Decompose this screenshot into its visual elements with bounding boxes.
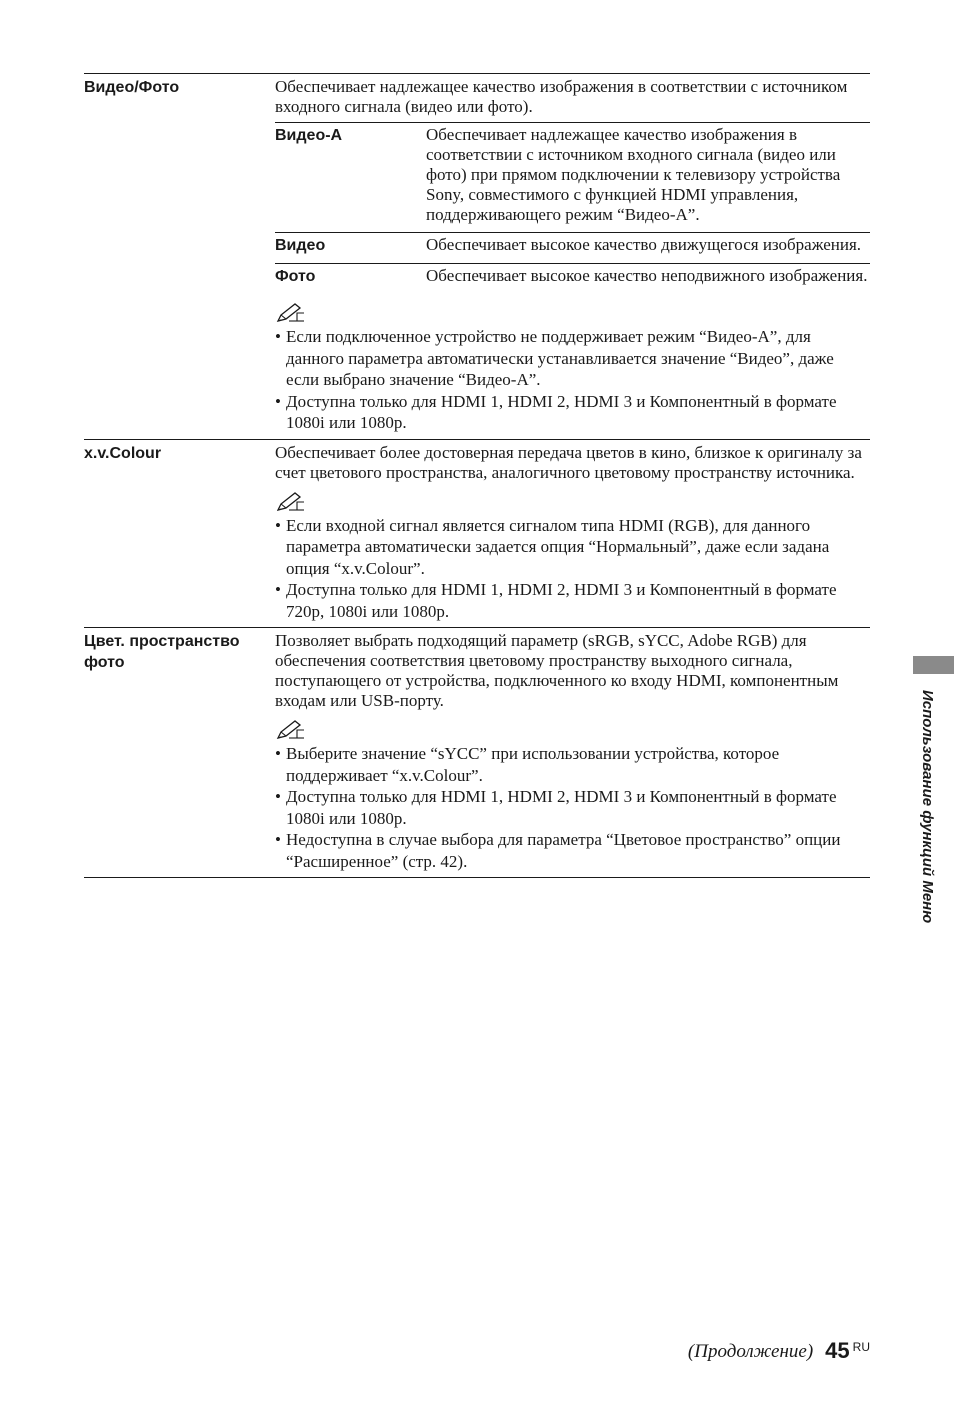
row-label: Видео/Фото bbox=[84, 79, 180, 96]
notes-list bbox=[275, 743, 870, 872]
row-description: Позволяет выбрать подходящий параметр (sRGB, sYCC, Adobe RGB) для обеспечения соответствия цветовому пространству выходного сигнала, поступающего от устройства, подключенного ко входу HDMI, компонентным входам или USB-порту. bbox=[275, 631, 839, 710]
continued-label: (Продолжение) bbox=[687, 1341, 814, 1362]
note-item: • Доступна только для HDMI 1, HDMI 2, HDMI 3 и Компонентный в формате 1080i или 1080p. bbox=[275, 786, 870, 829]
section-tab-marker bbox=[913, 656, 954, 674]
page-number: 45 bbox=[825, 1338, 850, 1363]
row-content bbox=[275, 628, 870, 877]
language-code: RU bbox=[852, 1340, 870, 1354]
note-item: • Если входной сигнал является сигналом типа HDMI (RGB), для данного параметра автоматически задается опция “Нормальный”, даже если задана опция “x.v.Colour”. bbox=[275, 515, 870, 580]
sub-options-table bbox=[275, 122, 870, 294]
notes-list bbox=[275, 326, 870, 434]
row-description: Обеспечивает надлежащее качество изображения в соответствии с источником входного сигнала (видео или фото). bbox=[275, 77, 848, 116]
sub-option-description: Обеспечивает надлежащее качество изображения в соответствии с источником входного сигнала (видео или фото) при прямом подключении к телевизору устройства Sony, совместимого с функцией HDMI управления, поддерживающего режим “Видео-A”. bbox=[426, 125, 841, 224]
note-item: • Выберите значение “sYCC” при использовании устройства, которое поддерживает “x.v.Colour”. bbox=[275, 743, 870, 786]
row-content bbox=[275, 74, 870, 439]
sub-option-description: Обеспечивает высокое качество движущегося изображения. bbox=[426, 235, 862, 254]
sub-option-label: Фото bbox=[275, 268, 316, 285]
pencil-note-icon bbox=[275, 491, 305, 513]
row-label: Цвет. пространство фото bbox=[84, 633, 240, 671]
notes-list bbox=[275, 515, 870, 623]
table-row-photo-color-space bbox=[84, 627, 870, 878]
note-item: • Доступна только для HDMI 1, HDMI 2, HDMI 3 и Компонентный в формате 1080i или 1080p. bbox=[275, 391, 870, 434]
pencil-note-icon bbox=[275, 719, 305, 741]
page-footer bbox=[688, 1337, 870, 1365]
sub-option-row bbox=[275, 232, 870, 263]
sub-option-label: Видео bbox=[275, 237, 326, 254]
pencil-note-icon bbox=[275, 302, 305, 324]
sub-option-description: Обеспечивает высокое качество неподвижного изображения. bbox=[426, 266, 868, 285]
table-row-video-photo bbox=[84, 73, 870, 439]
row-content bbox=[275, 440, 870, 628]
sub-option-row bbox=[275, 122, 870, 232]
sub-option-label: Видео-A bbox=[275, 127, 343, 144]
note-item: • Если подключенное устройство не поддерживает режим “Видео-A”, для данного параметра автоматически устанавливается значение “Видео”, даже если выбрано значение “Видео-A”. bbox=[275, 326, 870, 391]
note-item: • Доступна только для HDMI 1, HDMI 2, HDMI 3 и Компонентный в формате 720p, 1080i или 1080p. bbox=[275, 579, 870, 622]
row-description: Обеспечивает более достоверная передача цветов в кино, близкое к оригиналу за счет цветового пространства, аналогичного цветовому пространству источника. bbox=[275, 442, 862, 482]
note-item: • Недоступна в случае выбора для параметра “Цветовое пространство” опции “Расширенное” (стр. 42). bbox=[275, 829, 870, 872]
table-row-xvcolour bbox=[84, 439, 870, 628]
sub-option-row bbox=[275, 263, 870, 294]
section-side-title: Использование функций Меню bbox=[919, 690, 936, 924]
row-label: x.v.Colour bbox=[84, 444, 162, 462]
settings-table bbox=[84, 73, 870, 878]
